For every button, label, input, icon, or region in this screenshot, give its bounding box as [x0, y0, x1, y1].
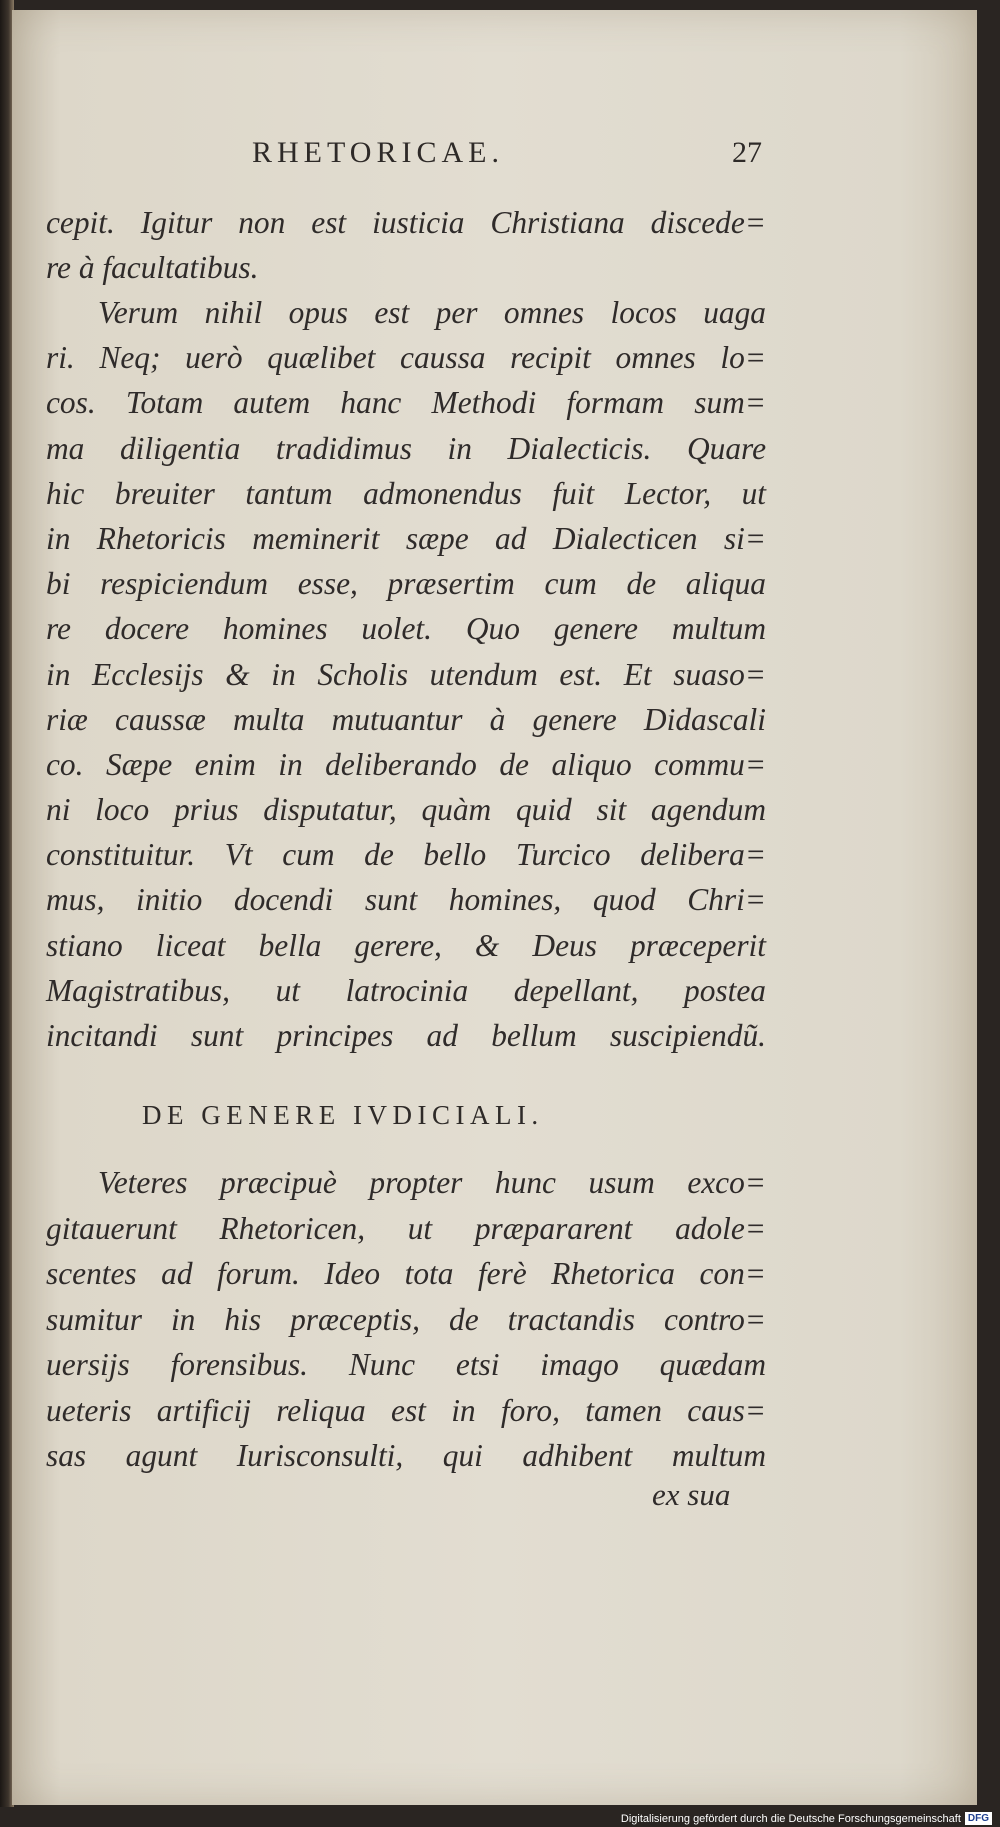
text-line: cepit. Igitur non est iusticia Christiana discede= — [46, 205, 766, 240]
text-line: mus, initio docendi sunt homines, quod Chri= — [46, 882, 766, 918]
text-line: sumitur in his præceptis, de tractandis contro= — [46, 1301, 766, 1337]
text-line: incitandi sunt principes ad bellum suscipiendũ. — [46, 1018, 766, 1053]
digitization-credit — [621, 1812, 992, 1825]
text-line: constituitur. Vt cum de bello Turcico delibera= — [46, 837, 766, 873]
catchword: ex sua — [652, 1477, 731, 1512]
page-number: 27 — [732, 136, 762, 169]
paragraph-1 — [46, 200, 766, 291]
text-line: re docere homines uolet. Quo genere multum — [46, 611, 766, 647]
dfg-logo: DFG — [965, 1812, 992, 1825]
text-line: sas agunt Iurisconsulti, qui adhibent multum — [46, 1438, 766, 1473]
text-line: ueteris artificij reliqua est in foro, tamen caus= — [46, 1392, 766, 1428]
paragraph-2 — [46, 290, 766, 1058]
text-line: bi respiciendum esse, præsertim cum de aliqua — [46, 566, 766, 602]
text-line: uersijs forensibus. Nunc etsi imago quædam — [46, 1347, 766, 1382]
text-line: ma diligentia tradidimus in Dialecticis. Quare — [46, 430, 766, 466]
text-line: ri. Neq; uerò quælibet caussa recipit omnes lo= — [46, 340, 766, 376]
page-header — [232, 136, 762, 176]
text-line: scentes ad forum. Ideo tota ferè Rhetorica con= — [46, 1256, 766, 1291]
text-line: re à facultatibus. — [46, 250, 259, 286]
text-line: Magistratibus, ut latrocinia depellant, postea — [46, 972, 766, 1008]
text-line: in Ecclesijs & in Scholis utendum est. Et suaso= — [46, 656, 766, 692]
text-line: Verum nihil opus est per omnes locos uaga — [98, 295, 766, 330]
text-line: Veteres præcipuè propter hunc usum exco= — [98, 1165, 766, 1200]
text-line: stiano liceat bella gerere, & Deus præceperit — [46, 927, 766, 963]
text-line: gitauerunt Rhetoricen, ut præpararent adole= — [46, 1210, 766, 1246]
credit-text: Digitalisierung gefördert durch die Deutsche Forschungsgemeinschaft — [620, 1812, 961, 1825]
section-heading: DE GENERE IVDICIALI. — [142, 1100, 544, 1130]
text-line: ni loco prius disputatur, quàm quid sit agendum — [46, 792, 766, 828]
running-head: RHETORICAE. — [252, 136, 504, 169]
paragraph-3 — [46, 1160, 766, 1479]
text-line: co. Sæpe enim in deliberando de aliquo commu= — [46, 746, 766, 782]
text-line: riæ caussæ multa mutuantur à genere Didascali — [46, 701, 766, 737]
text-line: cos. Totam autem hanc Methodi formam sum= — [46, 385, 766, 421]
book-page — [12, 10, 977, 1805]
text-line: hic breuiter tantum admonendus fuit Lector, ut — [46, 475, 766, 511]
text-line: in Rhetoricis meminerit sæpe ad Dialecticen si= — [46, 520, 766, 556]
